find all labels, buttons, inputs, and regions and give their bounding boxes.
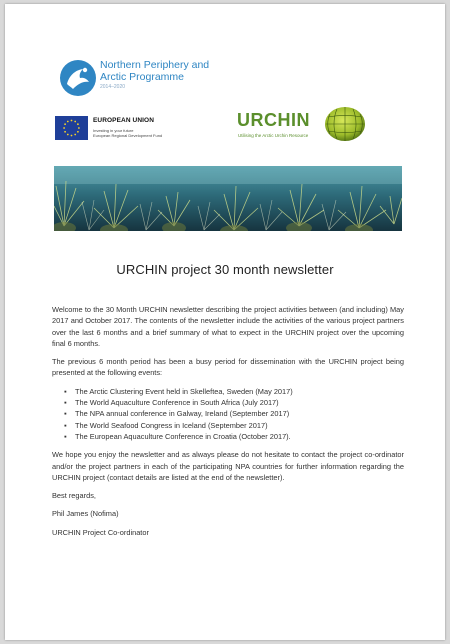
signatory-role: URCHIN Project Co-ordinator [52, 527, 149, 537]
greeting: Best regards, [52, 491, 96, 501]
programme-name-line2: Arctic Programme [100, 71, 185, 83]
closing-paragraph: We hope you enjoy the newsletter and as always please do not hesitate to contact the project co-ordinator and/or the project partners in each of the participating NPA countries for further information regarding the URCHIN project (contact details are listed at the end of the newsletter). [52, 450, 404, 482]
list-item: ▪ The World Seafood Congress in Iceland (September 2017) [64, 420, 268, 430]
sea-urchin-icon [323, 104, 367, 144]
npa-programme-logo [59, 56, 219, 102]
eu-funding-logo [55, 114, 205, 146]
bullet-icon: ▪ [64, 420, 67, 430]
urchin-project-logo [237, 100, 387, 146]
bullet-icon: ▪ [64, 409, 67, 419]
urchin-logo-tagline: Utilising the Arctic Urchin Resource [238, 133, 309, 138]
newsletter-page [5, 4, 445, 640]
newsletter-title: URCHIN project 30 month newsletter [116, 262, 334, 277]
bullet-icon: ▪ [64, 398, 67, 408]
eu-subtitle-2: European Regional Development Fund [93, 133, 163, 138]
programme-years: 2014–2020 [100, 84, 126, 90]
signatory-name: Phil James (Nofima) [52, 509, 119, 519]
list-item: ▪ The NPA annual conference in Galway, Ireland (September 2017) [64, 409, 290, 419]
bird-icon [59, 58, 97, 98]
sea-urchin-banner-image [54, 166, 402, 231]
eu-flag-icon [55, 116, 88, 140]
programme-name-line1: Northern Periphery and [100, 59, 210, 71]
list-item: ▪ The European Aquaculture Conference in Croatia (October 2017). [64, 431, 291, 441]
events-list [52, 386, 404, 442]
bullet-icon: ▪ [64, 386, 67, 396]
events-intro-paragraph: The previous 6 month period has been a busy period for dissemination with the URCHIN project being presented at the following events: [52, 357, 404, 378]
list-item: ▪ The World Aquaculture Conference in South Africa (July 2017) [64, 398, 279, 408]
eu-subtitle-1: Investing in your future [93, 128, 134, 133]
bullet-icon: ▪ [64, 431, 67, 441]
newsletter-body [52, 304, 404, 545]
intro-paragraph: Welcome to the 30 Month URCHIN newsletter describing the project activities between (and including) May 2017 and October 2017. The contents of the newsletter include the activities of the various project partners over the last 6 months and a brief summary of what to expect in the URCHIN project over the upcoming final 6 months. [52, 305, 404, 348]
list-item: ▪ The Arctic Clustering Event held in Skelleftea, Sweden (May 2017) [64, 386, 293, 396]
urchin-logo-word: URCHIN [237, 110, 310, 130]
eu-title: EUROPEAN UNION [93, 117, 154, 124]
